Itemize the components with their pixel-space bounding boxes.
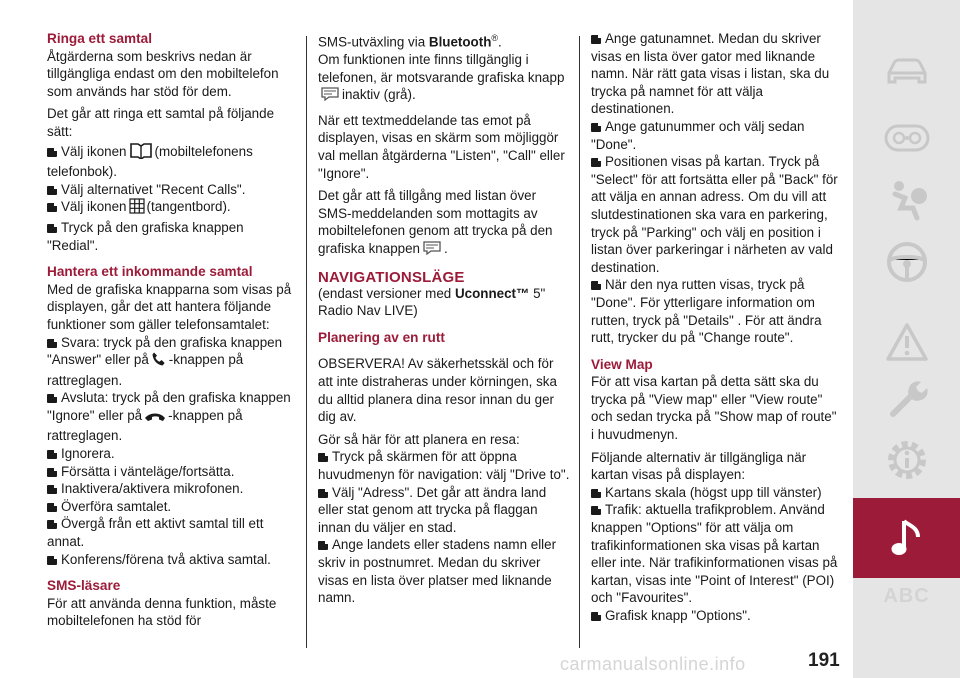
list-item: Positionen visas på kartan. Tryck på "Select" för att fortsätta eller på "Back" för att välja en annan adress. Om du vill att slutdestinationen ska vara en parkering, tryck på "Parking" och välj en position i listan över parkeringar i närheten av vald destination. — [591, 154, 838, 275]
text-column-2 — [318, 30, 570, 607]
paragraph: Gör så här för att planera en resa: — [318, 431, 520, 447]
bullet-icon — [47, 148, 57, 157]
paragraph: När ett textmeddelande tas emot på displayen, visas en skärm som möjliggör val mellan åtgärderna "Listen", "Call" eller "Ignore". — [318, 112, 565, 181]
phonebook-icon — [129, 141, 153, 164]
bullet-icon — [47, 394, 57, 403]
heading-planering-rutt: Planering av en rutt — [318, 329, 445, 345]
bullet-icon — [318, 489, 328, 498]
list-item: Ange gatunamnet. Medan du skriver visas en lista över gator med liknande namn. När rätt gata visas i listan, ska du trycka på namnet för att välja destinationen. — [591, 31, 830, 117]
list-item: Konferens/förena två aktiva samtal. — [47, 551, 297, 569]
bullet-icon — [591, 281, 601, 290]
airbag-icon[interactable] — [853, 170, 960, 230]
paragraph: Det går att få tillgång med listan över SMS-meddelanden som mottagits av mobiltelefonen genom att trycka på den grafiska knappen . — [318, 187, 570, 260]
dashboard-icon[interactable] — [853, 108, 960, 168]
sms-button-icon — [320, 86, 340, 107]
list-item: Välj ikonen (tangentbord). — [47, 198, 297, 219]
paragraph: OBSERVERA! Av säkerhetsskäl och för att inte distraheras under körningen, ska du alltid planera dina resor innan du ger dig av. — [318, 356, 557, 425]
list-item: Trafik: aktuella trafikproblem. Använd knappen "Options" för att välja om trafikinformationen ska visas på kartan eller inte. När trafikinformationen visas på kartan, visas inte "Point of Interest" (POI) och "Favourites". — [591, 502, 838, 606]
list-item: Överföra samtalet. — [47, 498, 297, 516]
page-number: 191 — [808, 650, 840, 671]
list-item: Ange landets eller stadens namn eller skriv in postnumret. Medan du skriver visas en lista över platser med liknande namn. — [318, 537, 557, 606]
bullet-icon — [591, 123, 601, 132]
paragraph: Det går att ringa ett samtal på följande sätt: — [47, 106, 275, 139]
column-divider — [579, 36, 580, 648]
paragraph: (endast versioner med Uconnect™ 5" Radio Nav LIVE) — [318, 285, 546, 319]
music-note-icon — [853, 498, 960, 578]
bullet-icon — [591, 35, 601, 44]
info-gear-icon[interactable] — [853, 430, 960, 490]
paragraph: Följande alternativ är tillgängliga när kartan visas på displayen: — [591, 449, 807, 483]
heading-view-map: View Map — [591, 356, 653, 372]
bullet-icon — [591, 158, 601, 167]
bullet-icon — [47, 203, 57, 212]
active-chapter-tab[interactable] — [853, 498, 960, 578]
bullet-icon — [47, 450, 57, 459]
bullet-icon — [47, 468, 57, 477]
heading-navigationslage: NAVIGATIONSLÄGE — [318, 268, 465, 286]
list-item: Avsluta: tryck på den grafiska knappen "Ignore" eller på -knappen på rattreglagen. — [47, 390, 291, 444]
text-column-1 — [47, 30, 297, 630]
bullet-icon — [318, 453, 328, 462]
heading-ringa-samtal: Ringa ett samtal — [47, 31, 152, 46]
wrench-icon[interactable] — [853, 368, 960, 428]
steering-wheel-icon[interactable] — [853, 232, 960, 292]
index-abc-tab[interactable]: ABC — [883, 585, 930, 607]
list-item: Ignorera. — [47, 445, 297, 463]
keypad-icon — [129, 198, 145, 219]
list-item: När den nya rutten visas, tryck på "Done". För ytterligare information om rutten, tryck på "Details" . För att ändra rutt, trycker du på "Change route". — [591, 277, 822, 346]
warning-icon[interactable] — [853, 312, 960, 372]
bullet-icon — [591, 489, 601, 498]
list-item: Välj alternativet "Recent Calls". — [47, 181, 297, 199]
paragraph: Åtgärderna som beskrivs nedan är tillgängliga endast om den mobiltelefon som används har stöd för dem. — [47, 48, 279, 99]
column-divider — [306, 36, 307, 648]
list-item: Försätta i vänteläge/fortsätta. — [47, 463, 297, 481]
list-item: Välj ikonen (mobiltelefonens telefonbok). — [47, 141, 297, 181]
bullet-icon — [47, 503, 57, 512]
paragraph: Om funktionen inte finns tillgänglig i telefonen, är motsvarande grafiska knappinaktiv (grå). — [318, 51, 570, 107]
bullet-icon — [47, 520, 57, 529]
list-item: Tryck på skärmen för att öppna huvudmenyn för navigation: välj "Drive to". — [318, 449, 570, 482]
bullet-icon — [318, 541, 328, 550]
list-item: Välj "Adress". Det går att ändra land eller stat genom att trycka på flaggan innan du väljer en stad. — [318, 484, 547, 535]
bullet-icon — [47, 556, 57, 565]
watermark: carmanualsonline.info — [560, 654, 746, 674]
bullet-icon — [47, 186, 57, 195]
paragraph: SMS-utväxling via Bluetooth®. — [318, 33, 502, 50]
list-item: Tryck på den grafiska knappen "Redial". — [47, 219, 244, 253]
bullet-icon — [47, 339, 57, 348]
text-column-3 — [591, 30, 841, 625]
paragraph: För att använda denna funktion, måste mobiltelefonen ha stöd för — [47, 595, 277, 629]
list-item: Övergå från ett aktivt samtal till ett annat. — [47, 516, 264, 550]
heading-sms-lasare: SMS-läsare — [47, 578, 121, 594]
phone-answer-icon — [151, 351, 167, 372]
list-item: Grafisk knapp "Options". — [591, 607, 841, 625]
car-icon[interactable] — [853, 40, 960, 100]
bullet-icon — [591, 612, 601, 621]
bullet-icon — [591, 506, 601, 515]
paragraph: Med de grafiska knapparna som visas på displayen, går det att hantera följande funktioner som gäller telefonsamtalet: — [47, 281, 292, 332]
sms-button-icon — [422, 240, 442, 261]
paragraph: För att visa kartan på detta sätt ska du trycka på "View map" eller "View route" och sedan trycka på "Show map of route" i huvudmenyn. — [591, 374, 837, 443]
bullet-icon — [47, 224, 57, 233]
list-item: Inaktivera/aktivera mikrofonen. — [47, 480, 297, 498]
list-item: Kartans skala (högst upp till vänster) — [591, 484, 841, 502]
list-item: Ange gatunummer och välj sedan "Done". — [591, 118, 805, 152]
list-item: Svara: tryck på den grafiska knappen "Answer" eller på -knappen på rattreglagen. — [47, 334, 283, 388]
heading-hantera-samtal: Hantera ett inkommande samtal — [47, 264, 253, 280]
bullet-icon — [47, 485, 57, 494]
phone-hangup-icon — [144, 410, 166, 428]
